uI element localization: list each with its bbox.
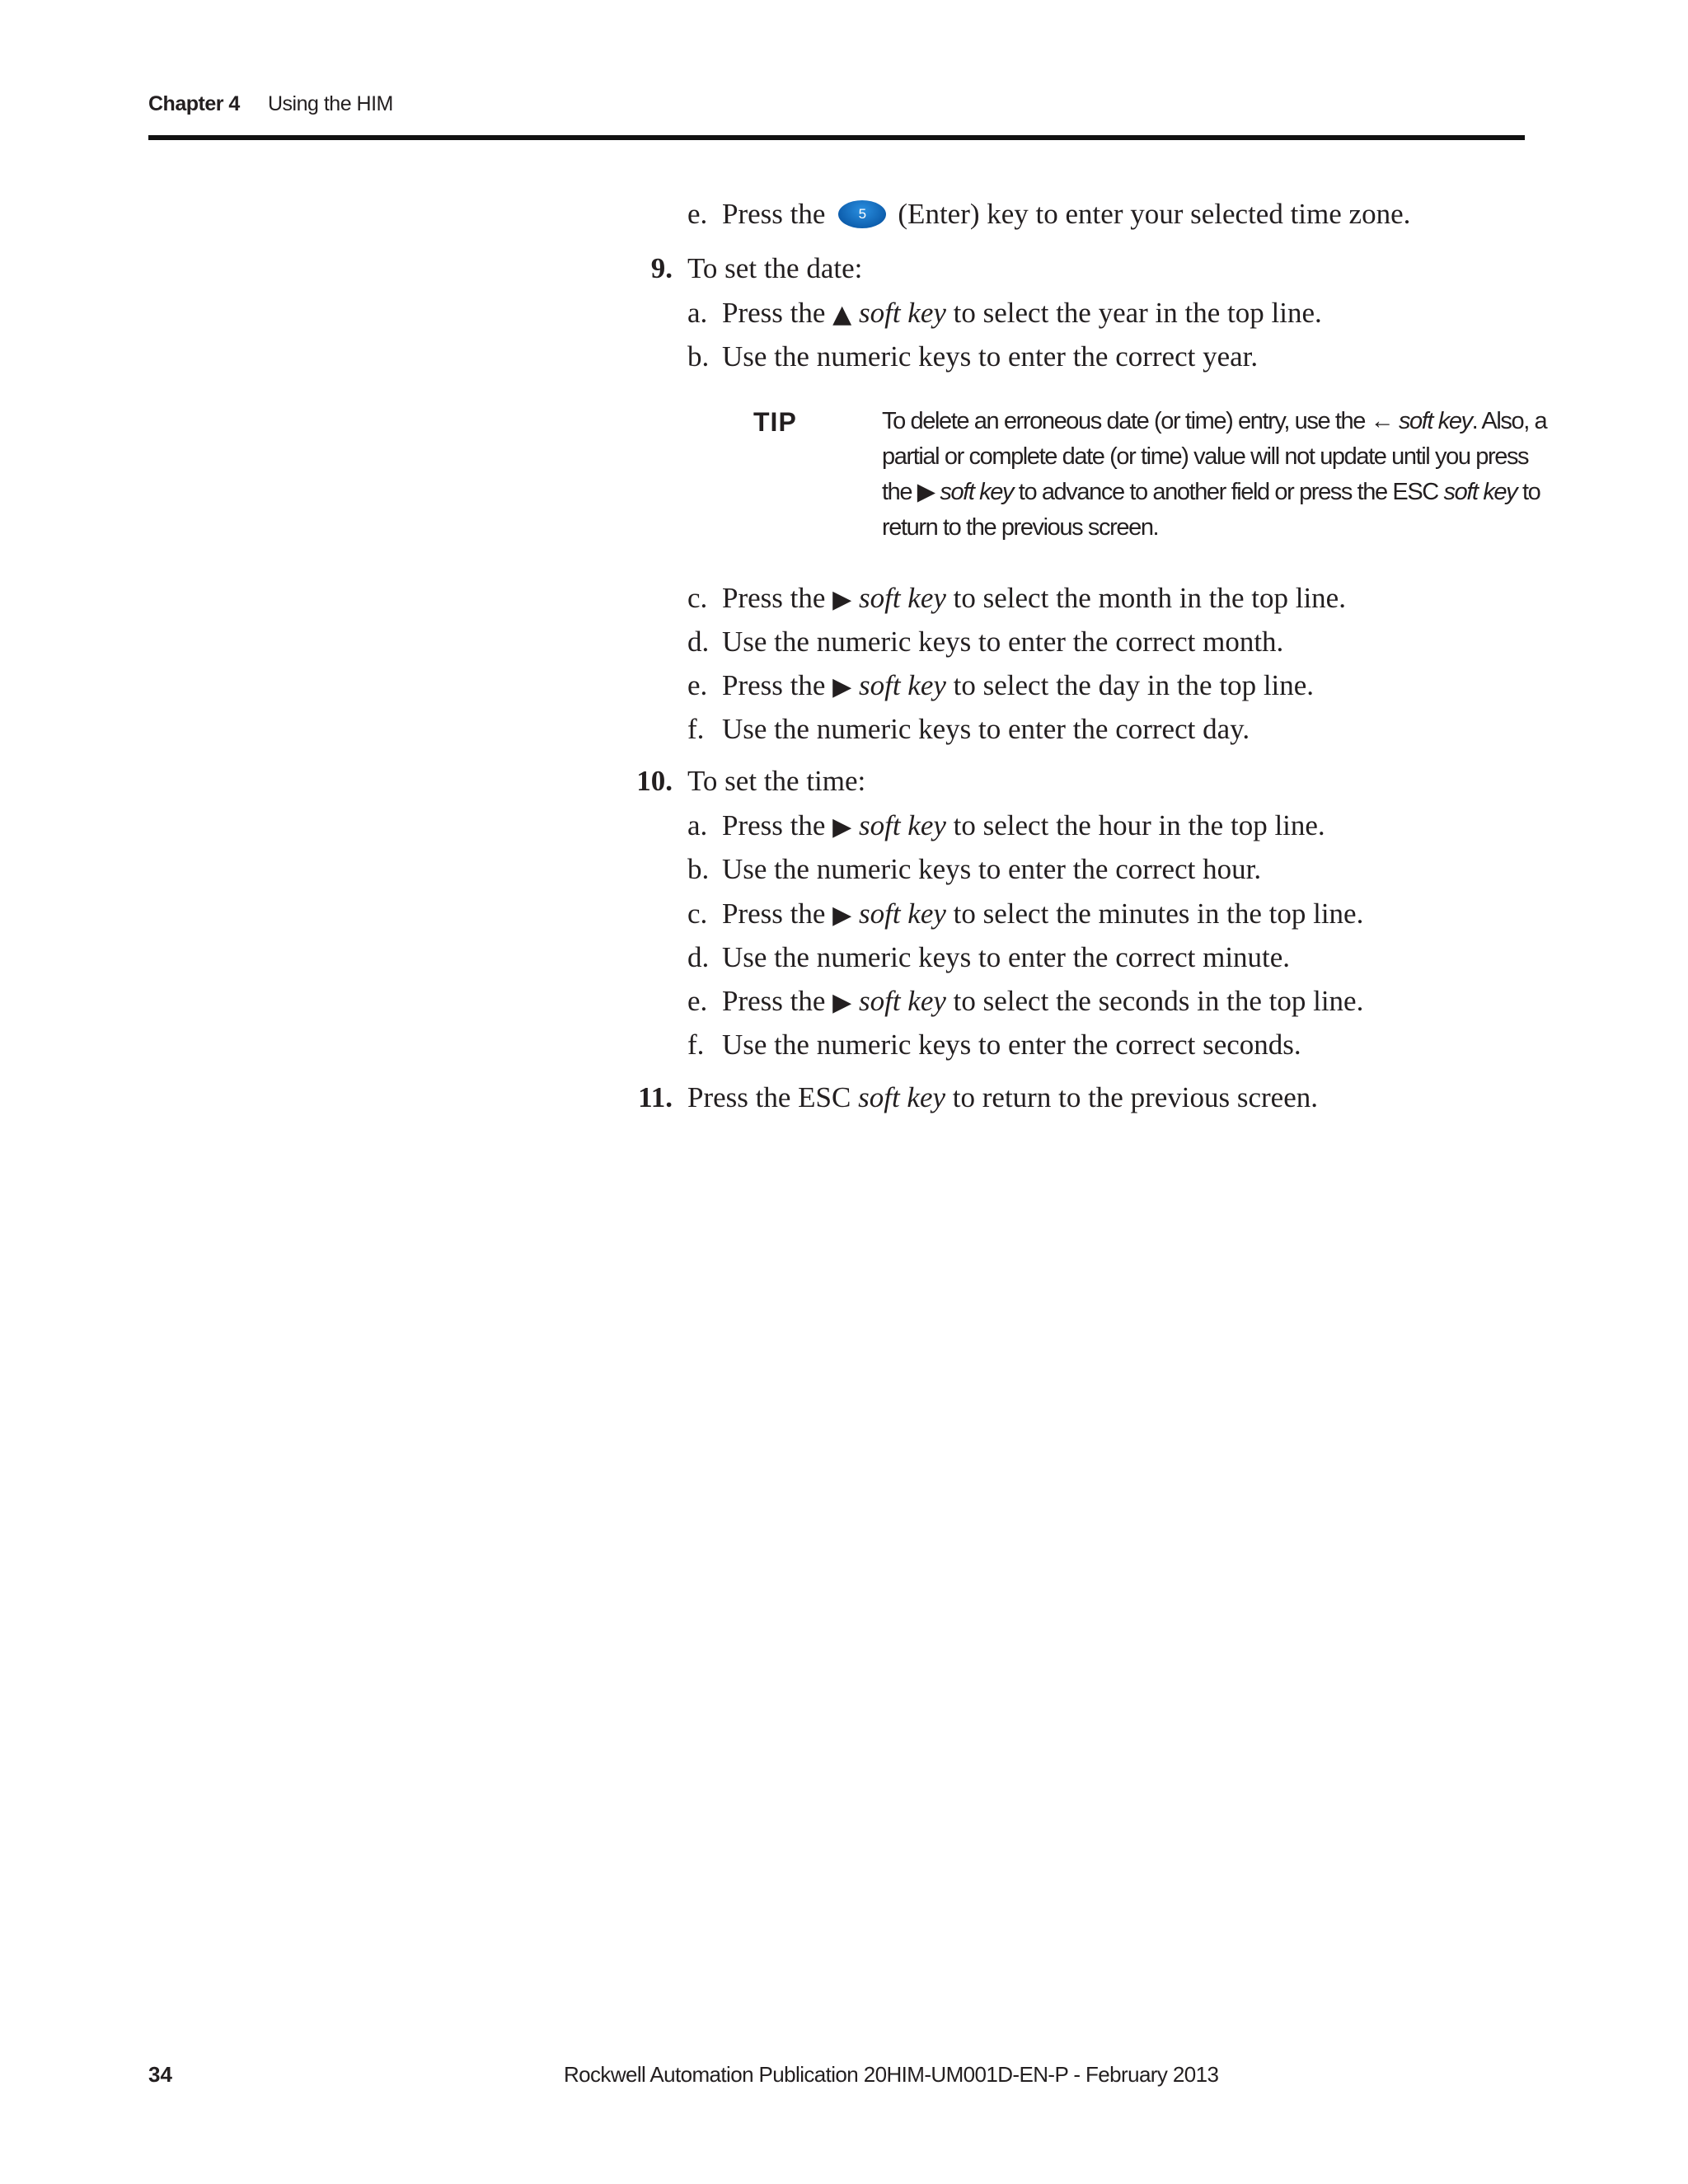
up-arrow-icon: ▲ [832, 300, 852, 329]
sub-step-9e: e. Press the ▶ soft key to select the day in the top line. [687, 669, 1315, 701]
sub-step-10f: f. Use the numeric keys to enter the correct seconds. [687, 1029, 1301, 1061]
sub-step-9d: d. Use the numeric keys to enter the correct month. [687, 626, 1284, 658]
step-number-9: 9. [650, 252, 673, 284]
step-11-text: Press the ESC soft key to return to the previous screen. [687, 1081, 1318, 1113]
step-number-11: 11. [638, 1081, 673, 1113]
step-number-10: 10. [636, 765, 673, 797]
sub-step-10a: a. Press the ▶ soft key to select the hour in the top line. [687, 809, 1325, 841]
sub-step-9b: b. Use the numeric keys to enter the correct year. [687, 340, 1259, 373]
right-arrow-icon: ▶ [832, 988, 852, 1017]
chapter-label: Chapter 4 [148, 92, 240, 115]
sub-step-9a: a. Press the ▲ soft key to select the year in the top line. [687, 297, 1322, 329]
sub-step-10e: e. Press the ▶ soft key to select the seconds in the top line. [687, 985, 1364, 1017]
sub-step-9f: f. Use the numeric keys to enter the correct day. [687, 713, 1250, 745]
right-arrow-icon: ▶ [832, 673, 852, 701]
right-arrow-icon: ▶ [832, 901, 852, 930]
publication-info: Rockwell Automation Publication 20HIM-UM001D-EN-P - February 2013 [564, 2062, 1219, 2087]
tip-label: TIP [753, 407, 797, 437]
sub-step-10b: b. Use the numeric keys to enter the correct hour. [687, 853, 1262, 885]
right-arrow-icon: ▶ [832, 585, 852, 614]
sub-step-9c: c. Press the ▶ soft key to select the month in the top line. [687, 582, 1346, 614]
sub-step-e-time-zone: e. Press the 5 (Enter) key to enter your selected time zone. [687, 198, 1411, 230]
right-arrow-icon: ▶ [832, 813, 852, 841]
right-arrow-icon: ▶ [917, 479, 935, 505]
left-arrow-icon: ← [1370, 408, 1394, 434]
page-number: 34 [148, 2062, 172, 2087]
step-9-text: To set the date: [687, 252, 863, 284]
sub-step-10c: c. Press the ▶ soft key to select the minutes in the top line. [687, 898, 1364, 930]
step-10-text: To set the time: [687, 765, 866, 797]
chapter-title: Using the HIM [268, 92, 393, 115]
enter-key-icon: 5 [838, 200, 886, 228]
page-header [148, 92, 1525, 140]
sub-step-10d: d. Use the numeric keys to enter the correct minute. [687, 941, 1291, 973]
tip-text: To delete an erroneous date (or time) entry, use the ← soft key. Also, a partial or complete date (or time) value will not update until you press the ▶ soft key to advance to another field or press the ESC soft key to return to the previous screen. [882, 408, 1547, 541]
